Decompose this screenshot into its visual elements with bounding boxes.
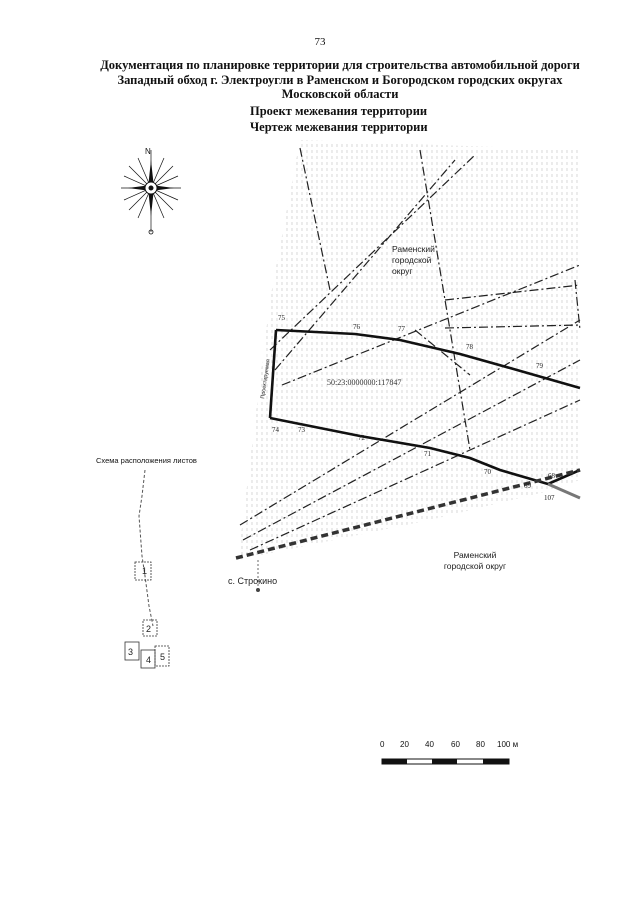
- scale-label: 80: [476, 740, 485, 749]
- scale-label: 100 м: [497, 740, 519, 749]
- point-label: 75: [278, 314, 285, 322]
- village-label: с. Строкино: [228, 576, 278, 586]
- title-line-1: Документация по планировке территории для строительства автомобильной дороги: [100, 58, 580, 72]
- point-label: 79: [536, 362, 543, 370]
- scale-label: 20: [400, 740, 409, 749]
- district-label-top: Раменский городской округ: [392, 244, 435, 276]
- sheet-number: 1: [142, 566, 148, 576]
- point-label: 68: [548, 472, 555, 480]
- sheet-number: 3: [128, 647, 134, 657]
- scale-bar-graphic: [376, 756, 536, 768]
- scale-bar: [376, 740, 536, 770]
- page-number: 73: [314, 36, 326, 48]
- scale-label: 60: [451, 740, 460, 749]
- point-label: 69: [524, 482, 531, 490]
- sheet-number: 2: [146, 624, 152, 634]
- sheet-number: 4: [146, 655, 152, 665]
- compass-rose-icon: [116, 146, 186, 238]
- cadastral-number: 50:23:0000000:117847: [327, 378, 402, 387]
- land-area: [238, 140, 580, 560]
- point-label: 73: [298, 426, 305, 434]
- point-label: 107: [544, 494, 555, 502]
- point-label: 76: [353, 323, 360, 331]
- point-label: 74: [272, 426, 279, 434]
- point-label: 78: [466, 343, 473, 351]
- sheet-scheme-title: Схема расположения листов: [96, 456, 197, 465]
- sheet-number: 5: [160, 652, 166, 662]
- point-label: 70: [484, 468, 491, 476]
- title-line-3: Московской области: [281, 87, 399, 101]
- point-label: 71: [424, 450, 431, 458]
- subtitle-drawing: Чертеж межевания территории: [250, 120, 428, 134]
- compass-north-label: N: [145, 147, 151, 156]
- scale-label: 0: [380, 740, 385, 749]
- point-label: 72: [358, 434, 365, 442]
- scale-label: 40: [425, 740, 434, 749]
- subtitle-project: Проект межевания территории: [250, 104, 428, 118]
- road-label: Проектируемая: [260, 358, 272, 400]
- district-label-bottom: Раменский городской округ: [443, 550, 507, 571]
- sheet-scheme: [115, 466, 185, 676]
- point-label: 77: [398, 325, 405, 333]
- title-line-2: Западный обход г. Электроугли в Раменском и Богородском городских округах: [117, 72, 563, 87]
